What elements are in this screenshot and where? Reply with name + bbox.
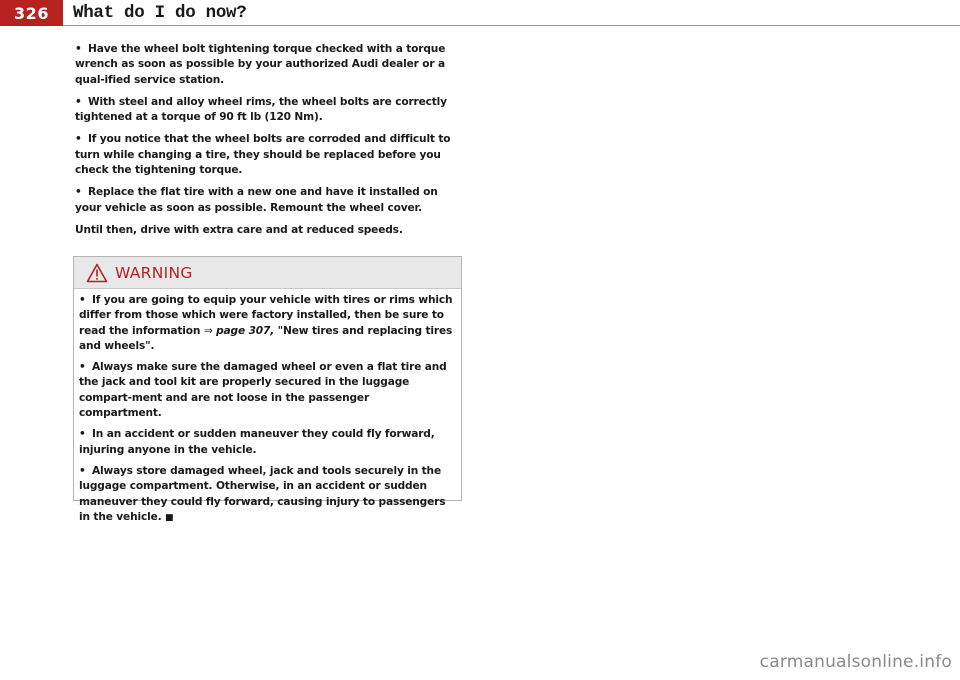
main-content bbox=[75, 42, 465, 238]
page-reference-link[interactable]: page 307, bbox=[216, 324, 275, 337]
page-number: 326 bbox=[0, 0, 63, 26]
warning-box bbox=[73, 256, 462, 523]
page-title: What do I do now? bbox=[73, 3, 247, 23]
warning-item: • Always store damaged wheel, jack and tools securely in the luggage compartment. Otherwise, in an accident or sudden maneuver they could fly forward, causing injury to passengers in the vehicle. ■ bbox=[79, 464, 446, 523]
list-item: • With steel and alloy wheel rims, the wheel bolts are correctly tightened at a torque of 90 ft lb (120 Nm). bbox=[75, 95, 447, 124]
list-item: • Have the wheel bolt tightening torque checked with a torque wrench as soon as possible by your authorized Audi dealer or a qual-ified service station. bbox=[75, 43, 446, 86]
warning-item: • In an accident or sudden maneuver they could fly forward, injuring anyone in the vehicle. bbox=[79, 428, 435, 456]
watermark: carmanualsonline.info bbox=[759, 652, 952, 672]
end-of-section-mark: ■ bbox=[165, 512, 174, 523]
warning-triangle-icon bbox=[86, 263, 108, 283]
list-item: • If you notice that the wheel bolts are corroded and difficult to turn while changing a tire, they should be replaced before you check the tightening torque. bbox=[75, 133, 451, 177]
closing-text: Until then, drive with extra care and at reduced speeds. bbox=[75, 223, 403, 236]
header-divider bbox=[63, 25, 960, 26]
list-item: • Replace the flat tire with a new one and have it installed on your vehicle as soon as possible. Remount the wheel cover. bbox=[75, 186, 438, 214]
warning-body bbox=[74, 289, 461, 526]
reference-arrow: ⇒ bbox=[203, 324, 213, 337]
warning-title: WARNING bbox=[115, 263, 193, 282]
warning-header bbox=[74, 257, 461, 289]
warning-item: • Always make sure the damaged wheel or even a flat tire and the jack and tool kit are properly secured in the luggage compart-ment and are not loose in the passenger compartment. bbox=[79, 361, 447, 420]
warning-item: • If you are going to equip your vehicle with tires or rims which differ from those which were factory installed, then be sure to read the information ⇒ page 307, "New tires and replacing tires and wheels". bbox=[79, 294, 453, 352]
